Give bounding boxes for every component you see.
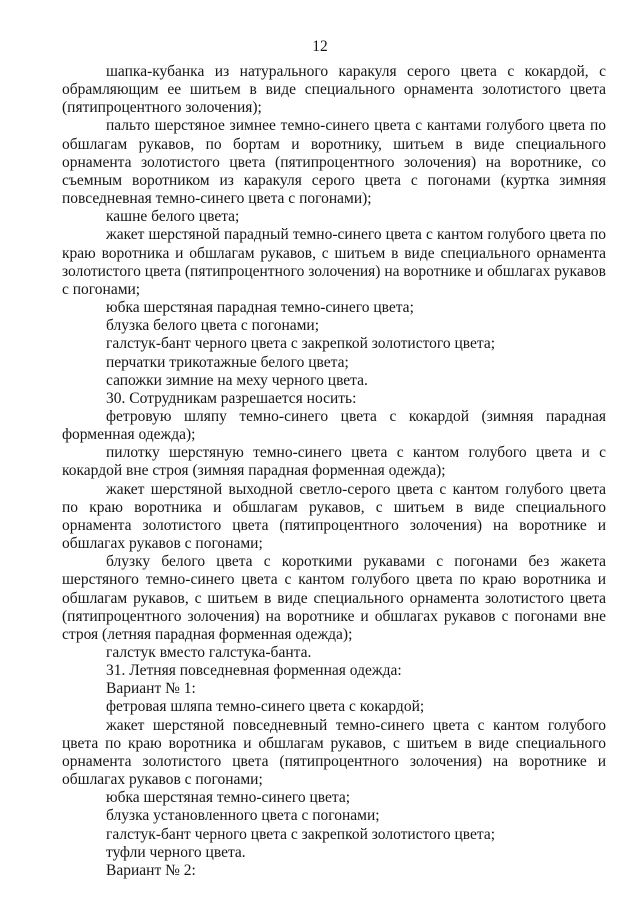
paragraph: кашне белого цвета; [106,208,240,226]
paragraph: галстук-бант черного цвета с закрепкой золотистого цвета; [106,825,496,843]
paragraph: шапка-кубанка из натурального каракуля серого цвета с кокардой, с обрамляющим ее шитьем в виде специального орнамента золотистого цвета (пятипроцентного золочения); [62,63,606,117]
paragraph: блузка белого цвета с погонами; [106,317,320,335]
paragraph: сапожки зимние на меху черного цвета. [106,371,368,389]
paragraph: туфли черного цвета. [106,843,246,861]
paragraph: жакет шерстяной выходной светло-серого цвета с кантом голубого цвета по краю воротника и обшлагам рукавов, с шитьем в виде специального орнамента золотистого цвета (пятипроцентного золочения) на воротнике и обшлагах рукавов с погонами; [62,480,606,553]
section-heading: 31. Летняя повседневная форменная одежда: [106,662,402,680]
paragraph: юбка шерстяная парадная темно-синего цвета; [106,299,414,317]
paragraph: блузка установленного цвета с погонами; [106,807,380,825]
paragraph: фетровая шляпа темно-синего цвета с кокардой; [106,698,425,716]
page-number: 12 [312,38,328,55]
document-body [62,63,606,880]
variant-heading: Вариант № 2: [106,861,196,879]
variant-heading: Вариант № 1: [106,680,196,698]
paragraph: фетровую шляпу темно-синего цвета с кокардой (зимняя парадная форменная одежда); [62,407,606,444]
section-heading: 30. Сотрудникам разрешается носить: [106,389,357,407]
paragraph: галстук-бант черного цвета с закрепкой золотистого цвета; [106,335,496,353]
paragraph: юбка шерстяная темно-синего цвета; [106,789,351,807]
paragraph: блузку белого цвета с короткими рукавами с погонами без жакета шерстяного темно-синего цвета с кантом голубого цвета по краю воротника и обшлагам рукавов, с шитьем в виде специального орнамента золотистого цвета (пятипроцентного золочения) на воротнике и обшлагах рукавов с погонами вне строя (летняя парадная форменная одежда); [62,553,606,643]
paragraph: перчатки трикотажные белого цвета; [106,353,349,371]
paragraph: пилотку шерстяную темно-синего цвета с кантом голубого цвета и с кокардой вне строя (зимняя парадная форменная одежда); [62,444,606,480]
paragraph: жакет шерстяной парадный темно-синего цвета с кантом голубого цвета по краю воротника и обшлагам рукавов, с шитьем в виде специального орнамента золотистого цвета (пятипроцентного золочения) на воротнике и обшлагах рукавов с погонами; [62,226,606,298]
paragraph: пальто шерстяное зимнее темно-синего цвета с кантами голубого цвета по обшлагам рукавов, по бортам и воротнику, шитьем в виде специального орнамента золотистого цвета (пятипроцентного золочения) на воротнике, со съемным воротником из каракуля серого цвета с погонами (куртка зимняя повседневная темно-синего цвета с погонами); [62,117,606,208]
paragraph: жакет шерстяной повседневный темно-синего цвета с кантом голубого цвета по краю воротника и обшлагам рукавов, с шитьем в виде специального орнамента золотистого цвета (пятипроцентного золочения) на воротнике и обшлагах рукавов с погонами; [62,716,606,789]
paragraph: галстук вместо галстука-банта. [106,644,312,661]
